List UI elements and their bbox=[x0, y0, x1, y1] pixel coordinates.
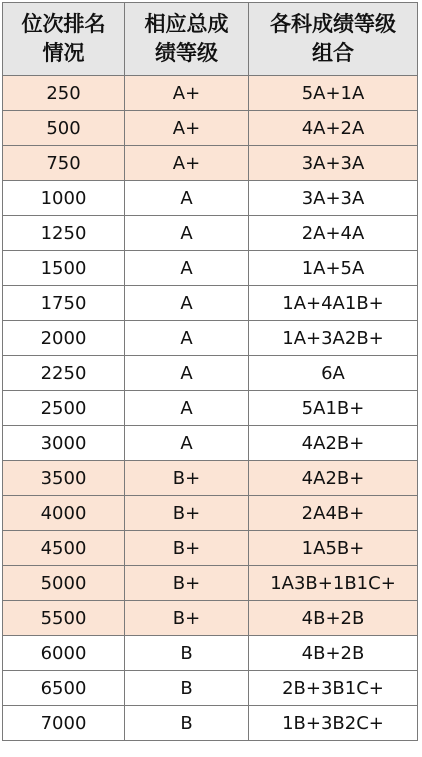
combo-cell: 3A+3A bbox=[249, 181, 418, 216]
header-rank-line-2: 情况 bbox=[42, 41, 85, 65]
table-row bbox=[3, 216, 418, 251]
table-row bbox=[3, 146, 418, 181]
grade-cell: A bbox=[125, 216, 249, 251]
rank-cell: 4000 bbox=[3, 496, 125, 531]
combo-cell: 6A bbox=[249, 356, 418, 391]
combo-cell: 2A+4A bbox=[249, 216, 418, 251]
rank-cell: 1000 bbox=[3, 181, 125, 216]
rank-cell: 5500 bbox=[3, 601, 125, 636]
table-row bbox=[3, 111, 418, 146]
rank-cell: 2250 bbox=[3, 356, 125, 391]
table-row bbox=[3, 601, 418, 636]
table-row bbox=[3, 391, 418, 426]
table-row bbox=[3, 321, 418, 356]
grade-cell: B bbox=[125, 706, 249, 741]
rank-cell: 1500 bbox=[3, 251, 125, 286]
header-combo-line-2: 组合 bbox=[312, 41, 354, 65]
combo-cell: 1A+5A bbox=[249, 251, 418, 286]
grade-cell: A bbox=[125, 181, 249, 216]
combo-cell: 1B+3B2C+ bbox=[249, 706, 418, 741]
rank-cell: 1250 bbox=[3, 216, 125, 251]
rank-cell: 2000 bbox=[3, 321, 125, 356]
grade-cell: A bbox=[125, 286, 249, 321]
combo-cell: 1A3B+1B1C+ bbox=[249, 566, 418, 601]
rank-cell: 4500 bbox=[3, 531, 125, 566]
rank-cell: 6500 bbox=[3, 671, 125, 706]
table-row bbox=[3, 671, 418, 706]
grade-cell: B+ bbox=[125, 461, 249, 496]
combo-cell: 1A+3A2B+ bbox=[249, 321, 418, 356]
table-row bbox=[3, 566, 418, 601]
grade-cell: B+ bbox=[125, 531, 249, 566]
rank-cell: 1750 bbox=[3, 286, 125, 321]
combo-cell: 1A+4A1B+ bbox=[249, 286, 418, 321]
header-rank bbox=[3, 3, 125, 76]
header-grade-line-1: 相应总成 bbox=[144, 12, 229, 36]
combo-cell: 4A2B+ bbox=[249, 426, 418, 461]
grade-cell: A bbox=[125, 251, 249, 286]
grade-cell: B bbox=[125, 636, 249, 671]
table-row bbox=[3, 251, 418, 286]
rank-cell: 6000 bbox=[3, 636, 125, 671]
grade-cell: A bbox=[125, 426, 249, 461]
combo-cell: 4A+2A bbox=[249, 111, 418, 146]
rank-cell: 250 bbox=[3, 76, 125, 111]
combo-cell: 5A+1A bbox=[249, 76, 418, 111]
combo-cell: 4B+2B bbox=[249, 601, 418, 636]
rank-cell: 5000 bbox=[3, 566, 125, 601]
table-row bbox=[3, 496, 418, 531]
header-grade-line-2: 绩等级 bbox=[155, 41, 218, 65]
rank-cell: 750 bbox=[3, 146, 125, 181]
combo-cell: 3A+3A bbox=[249, 146, 418, 181]
rank-cell: 500 bbox=[3, 111, 125, 146]
combo-cell: 2B+3B1C+ bbox=[249, 671, 418, 706]
table-body bbox=[3, 76, 418, 741]
rank-cell: 2500 bbox=[3, 391, 125, 426]
rank-cell: 3500 bbox=[3, 461, 125, 496]
combo-cell: 4B+2B bbox=[249, 636, 418, 671]
header-combo-line-1: 各科成绩等级 bbox=[270, 12, 396, 36]
table-row bbox=[3, 181, 418, 216]
table-row bbox=[3, 426, 418, 461]
table-row bbox=[3, 76, 418, 111]
rank-cell: 3000 bbox=[3, 426, 125, 461]
table-header bbox=[3, 3, 418, 76]
table-row bbox=[3, 356, 418, 391]
header-combo bbox=[249, 3, 418, 76]
grade-cell: A+ bbox=[125, 146, 249, 181]
grade-cell: A bbox=[125, 391, 249, 426]
grade-cell: A bbox=[125, 321, 249, 356]
combo-cell: 2A4B+ bbox=[249, 496, 418, 531]
rank-cell: 7000 bbox=[3, 706, 125, 741]
header-grade bbox=[125, 3, 249, 76]
header-rank-line-1: 位次排名 bbox=[21, 12, 106, 36]
grade-cell: A+ bbox=[125, 111, 249, 146]
grade-cell: B+ bbox=[125, 496, 249, 531]
header-row bbox=[3, 3, 418, 76]
combo-cell: 5A1B+ bbox=[249, 391, 418, 426]
table-row bbox=[3, 636, 418, 671]
table-row bbox=[3, 531, 418, 566]
table-row bbox=[3, 461, 418, 496]
rank-grade-table bbox=[2, 2, 418, 741]
table-row bbox=[3, 706, 418, 741]
grade-cell: A+ bbox=[125, 76, 249, 111]
combo-cell: 4A2B+ bbox=[249, 461, 418, 496]
grade-cell: A bbox=[125, 356, 249, 391]
table-row bbox=[3, 286, 418, 321]
combo-cell: 1A5B+ bbox=[249, 531, 418, 566]
grade-cell: B+ bbox=[125, 566, 249, 601]
grade-cell: B+ bbox=[125, 601, 249, 636]
grade-cell: B bbox=[125, 671, 249, 706]
